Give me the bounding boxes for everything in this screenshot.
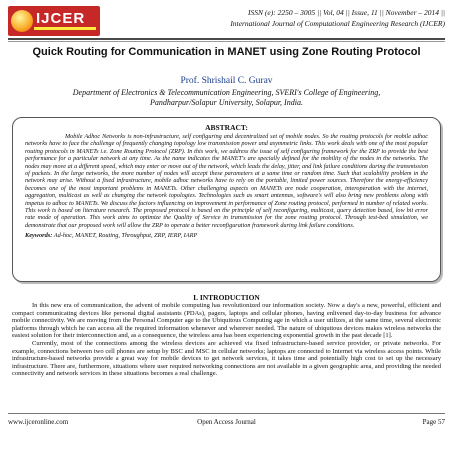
paper-title: Quick Routing for Communication in MANET using Zone Routing Protocol bbox=[32, 46, 421, 58]
intro-paragraph-1: In this new era of communication, the advent of mobile computing has revolutionized our information society. Now a day's a new, powerful, efficient and compact communicating devices like personal digital assistants (PDAs), pagers, laptops and cellular phones, having enlivened day-to-day business for advance mobile connectivity. We are moving from the Personal Computer age to the Ubiquitous Computing age in which a user utilizes, at the same time, several electronic platforms through which he can access all the required information whenever and wherever needed. The nature of ubiquitous devices makes wireless networks the easiest solution for their interconnection and, as a consequence, the wireless area has been experiencing exponential growth in the past decade [1]. bbox=[12, 302, 441, 340]
page-footer bbox=[8, 418, 445, 428]
footer-access-label: Open Access Journal bbox=[197, 418, 256, 426]
introduction-body bbox=[12, 302, 441, 378]
abstract-text: Mobile Adhoc Networks is non-infrastructure, self configuring and decentralized set of mobile nodes. So the routing protocols for mobile adhoc networks have to face the challenge of frequently changing topology low transmission power and asymmetric links. This work deals with one of the most popular routing protocols in MANETs i.e. Zone Routing Protocol (ZRP). In this work, we address the issue of self configuring framework for the ZRP to provide the best performance for a particular network at any time. As the name indicates the MANET's are specially defined for the mobility of the nodes in the networks. The nodes may move at a different speed, which may enter or move out of the network, which leads the delay, jitter, and link failure conditions during the transmission of packets. In the large networks, the more number of nodes will accept these parameters at a same time or random time. Such that scalability problem in the network may arise. Without a fixed infrastructure, mobile adhoc networks have to rely on the portable, limited power sources. Therefore the energy-efficiency becomes one of the most important problems in MANETs. Other challenging aspects on MANETs are node cooperation, interoperation with the internet, aggregation, multicast as well as changing the network topologies. Technologies such as smart antennas, software's will also bring new problems along with impetus to adhoc to MANETs. We discuss the factors influencing on improvement in performance of Zone routing protocol, performed in number of related works. This work is based on literature research. The proposed protocol is based on the principle of self reconfiguring, multicast, query detection based, low bit error rate mode of operation. This work aims to optimize the Quality of Service in transmission for the zone routing protocol. Through test-bed simulation, we demonstrate that our proposed work will allow the ZRP to operate a better reconfiguration framework during link failure conditions. bbox=[25, 133, 428, 229]
section-heading-introduction: I. INTRODUCTION bbox=[193, 293, 260, 302]
abstract-box bbox=[12, 117, 441, 282]
footer-website-link[interactable]: www.ijceronline.com bbox=[8, 418, 69, 426]
footer-divider bbox=[8, 413, 445, 414]
journal-name: International Journal of Computational Engineering Research (IJCER) bbox=[230, 19, 445, 28]
keywords-line bbox=[25, 232, 428, 240]
intro-paragraph-2: Currently, most of the connections among the wireless devices are achieved via fixed infrastructure-based service provider, or private networks. For example, connections between two cell phones are setup by BSC and MSC in cellular networks; laptops are connected to Internet via wireless access points. While infrastructure-based networks provide a great way for mobile devices to get network services, it takes time and potentially high cost to set up the necessary infrastructure. There are, furthermore, situations where user required networking connections are not available in a given geographic area, and providing the needed connectivity and network services in these situations becomes a real challenge. bbox=[12, 339, 441, 378]
keywords-list: Ad-hoc, MANET, Routing, Throughput, ZRP, IERP, IARP bbox=[53, 232, 198, 240]
header-divider bbox=[8, 38, 445, 40]
logo-text: IJCER bbox=[36, 10, 86, 27]
issn-line: ISSN (e): 2250 – 3005 || Vol, 04 || Issue, 11 || November – 2014 || bbox=[248, 8, 445, 17]
globe-icon bbox=[11, 10, 33, 32]
header-divider-thin bbox=[8, 41, 445, 42]
author-name: Prof. Shrishail C. Gurav bbox=[180, 76, 273, 86]
logo-stripe bbox=[34, 27, 96, 30]
abstract-heading: ABSTRACT: bbox=[205, 123, 248, 132]
journal-header bbox=[8, 6, 445, 38]
author-affiliation: Department of Electronics & Telecommunication Engineering, SVERI's College of Engineering, Pandharpur/Solapur University, Solapur, India. bbox=[72, 88, 381, 107]
keywords-label: Keywords: bbox=[25, 232, 53, 240]
journal-logo bbox=[8, 6, 100, 36]
footer-page-number: Page 57 bbox=[422, 418, 445, 426]
